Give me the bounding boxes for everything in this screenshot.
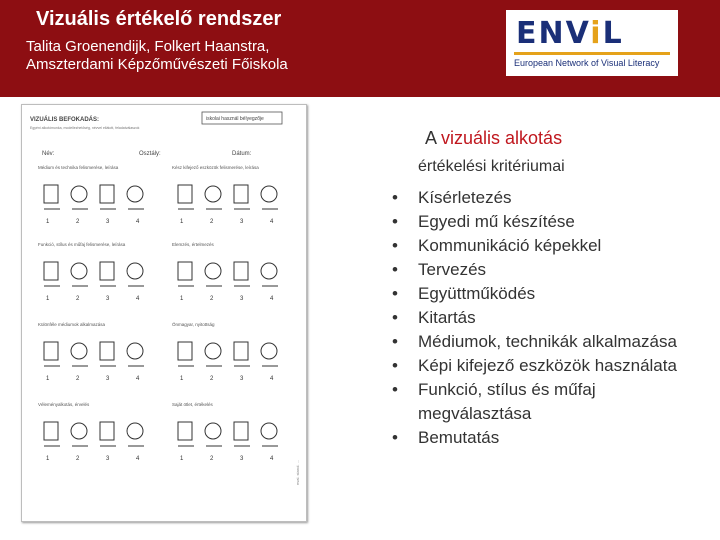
sheet-stamp: iskolai használ bélyegzője [206,116,264,122]
evaluation-sheet-image [21,104,307,522]
authors-line-1: Talita Groenendijk, Folkert Haanstra, [26,38,270,55]
sheet-scale-number: 1 [46,296,50,302]
sheet-panel-label: Kész kifejező eszközök felismerése, leírása [172,165,259,170]
envil-logo [506,10,678,76]
logo-wordmark: ENViL [516,16,624,51]
sheet-scale-number: 2 [76,219,80,225]
sheet-scale-number: 1 [180,219,184,225]
sheet-panel-label: Médium és technika felismerése, leírása [38,165,119,170]
bullet-icon: • [392,308,398,327]
bullet-icon: • [392,236,398,255]
criteria-item-text: Bemutatás [418,428,500,447]
criteria-item [392,330,712,354]
criteria-item-text: Tervezés [418,260,487,279]
bullet-icon: • [392,380,398,399]
sheet-scale-number: 4 [136,296,140,302]
sheet-scale-number: 4 [270,376,274,382]
sheet-scale-number: 2 [76,296,80,302]
sheet-scale-number: 1 [46,456,50,462]
criteria-item [392,306,712,330]
sheet-scale-number: 1 [46,219,50,225]
sheet-panel-sketch [44,342,144,366]
sheet-scale-number: 3 [240,456,244,462]
sheet-panel-sketch [44,185,144,209]
sheet-panel-sketch [178,262,278,286]
sheet-scale-number: 4 [270,456,274,462]
sheet-scale-number: 1 [46,376,50,382]
criteria-item-text: Kommunikáció képekkel [418,236,602,255]
sheet-name-label: Név: [42,151,55,157]
sheet-scale-number: 3 [240,219,244,225]
sheet-scale-number: 4 [136,456,140,462]
sheet-scale-number: 3 [106,296,110,302]
sheet-panel-sketch [178,185,278,209]
criteria-heading: A vizuális alkotás [425,128,563,148]
logo-underline [514,52,670,55]
sheet-scale-number: 1 [180,376,184,382]
evaluation-sheet-drawing [22,105,306,521]
sheet-scale-number: 1 [180,456,184,462]
sheet-panels [38,165,278,462]
criteria-item [392,186,712,210]
criteria-item-text: Egyedi mű készítése [418,212,575,231]
sheet-scale-number: 2 [210,376,214,382]
sheet-scale-number: 2 [210,296,214,302]
bullet-icon: • [392,356,398,375]
sheet-panel-label: Különféle médiumok alkalmazása [38,322,106,327]
criteria-item [392,282,712,306]
sheet-subheading: Egyéni alkotómunka, modellezhetőség, névvel ellátott, feladatválaszok [30,126,140,130]
sheet-class-label: Osztály: [139,151,161,157]
sheet-scale-number: 3 [106,456,110,462]
bullet-icon: • [392,332,398,351]
sheet-scale-number: 3 [106,219,110,225]
criteria-item-text: Képi kifejező eszközök használata [418,356,677,375]
sheet-scale-number: 4 [136,376,140,382]
sheet-date-label: Dátum: [232,151,252,157]
sheet-scale-number: 3 [240,296,244,302]
sheet-scale-number: 3 [106,376,110,382]
sheet-scale-number: 2 [210,219,214,225]
sheet-scale-number: 4 [136,219,140,225]
criteria-item-text: Együttműködés [418,284,536,303]
criteria-heading-line2: értékelési kritériumai [418,158,565,175]
bullet-icon: • [392,260,398,279]
criteria-item-text: Kitartás [418,308,476,327]
criteria-item-text: Funkció, stílus és műfaj megválasztása [418,380,596,423]
bullet-icon: • [392,284,398,303]
sheet-panel-label: Véleményalkotás, érvelés [38,402,90,407]
sheet-scale-number: 2 [76,376,80,382]
sheet-scale-number: 4 [270,296,274,302]
sheet-heading: VIZUÁLIS BEFOKADÁS: [30,117,99,123]
page-title: Vizuális értékelő rendszer [36,8,282,30]
sheet-scale-number: 1 [180,296,184,302]
sheet-panel-label: Funkció, stílus és műfaj felismerése, leírása [38,242,126,247]
sheet-panel-sketch [44,422,144,446]
sheet-panel-sketch [178,342,278,366]
criteria-item [392,426,712,450]
sheet-panel-sketch [178,422,278,446]
criteria-item [392,210,712,234]
sheet-scale-number: 4 [270,219,274,225]
bullet-icon: • [392,428,398,447]
criteria-item [392,258,712,282]
sheet-scale-number: 2 [210,456,214,462]
sheet-panel-label: Önmagyar, nyitottság [172,322,215,327]
sheet-scale-number: 3 [240,376,244,382]
sheet-panel-sketch [44,262,144,286]
criteria-list [392,186,712,450]
criteria-item [392,354,712,378]
sheet-panel-label: Elemzés, értelmezés [172,242,214,247]
criteria-item [392,378,712,426]
sheet-scale-number: 2 [76,456,80,462]
sheet-side-note: eval. stand. ... [295,460,300,485]
criteria-item [392,234,712,258]
logo-tagline: European Network of Visual Literacy [514,58,660,68]
criteria-item-text: Kísérletezés [418,188,512,207]
authors-line-2: Amszterdami Képzőművészeti Főiskola [26,56,288,73]
authors [26,38,288,74]
header-banner [0,0,720,97]
bullet-icon: • [392,188,398,207]
bullet-icon: • [392,212,398,231]
criteria-item-text: Médiumok, technikák alkalmazása [418,332,677,351]
sheet-panel-label: Saját ötlet, értékelés [172,402,213,407]
